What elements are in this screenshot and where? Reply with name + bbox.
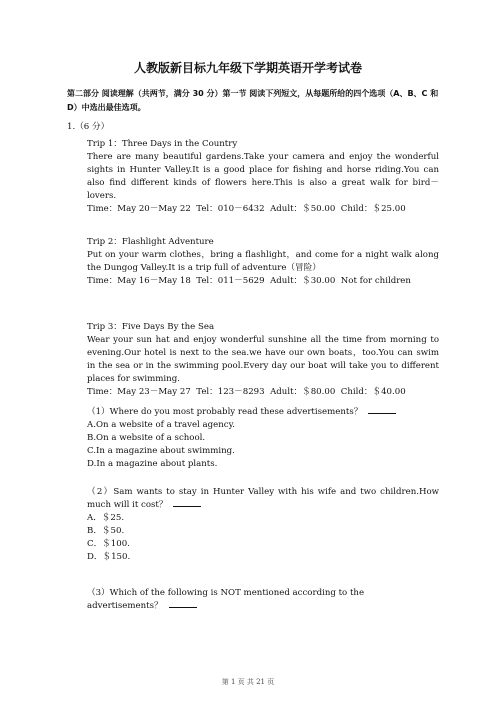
question-stem: （2）Sam wants to stay in Hunter Valley with his wife and two children.How much will it cost？ [87, 487, 439, 510]
option-d: D.In a magazine about plants. [87, 459, 218, 469]
question-1 [87, 406, 439, 471]
trip-info: Time：May 23－May 27 Tel：123－8293 Adult：＄80.00 Child：＄40.00 [87, 387, 406, 397]
option-b: B．＄50. [87, 526, 125, 536]
trip-info: Time：May 20－May 22 Tel：010－6432 Adult：＄50.00 Child：＄25.00 [87, 204, 406, 214]
trip-body: There are many beautiful gardens.Take your camera and enjoy the wonderful sights in Hunter Valley.It is a good place for fishing and horse riding.You can also find different kinds of flowers here.This is also a great walk for bird－lovers. [87, 152, 439, 201]
option-a: A.On a website of a travel agency. [87, 420, 236, 430]
question-2 [87, 486, 439, 564]
question-stem: （1）Where do you most probably read these advertisements？ [87, 407, 363, 417]
answer-blank[interactable] [169, 606, 197, 608]
trip-2 [87, 236, 439, 288]
trip-body: Put on your warm clothes，bring a flashlight，and come for a night walk along the Dungog Valley.It is a trip full of adventure（冒险） [87, 250, 439, 273]
trip-heading: Trip 2：Flashlight Adventure [87, 237, 214, 247]
question-stem: （3）Which of the following is NOT mentioned according to the advertisements？ [87, 588, 365, 611]
trip-3 [87, 321, 439, 399]
option-c: C.In a magazine about swimming. [87, 446, 235, 456]
option-b: B.On a website of a school. [87, 433, 206, 443]
trip-heading: Trip 3：Five Days By the Sea [87, 322, 215, 332]
trip-1 [87, 138, 439, 216]
question-3 [87, 587, 439, 613]
option-d: D．＄150. [87, 552, 131, 562]
question-number: 1.（6 分） [67, 122, 110, 132]
trip-heading: Trip 1：Three Days in the Country [87, 139, 238, 149]
section-instructions: 第二部分 阅读理解（共两节，满分 30 分）第一节 阅读下列短文，从每题所给的四个选项（A、B、C 和 D）中选出最佳选项。 [67, 89, 439, 112]
page-title: 人教版新目标九年级下学期英语开学考试卷 [133, 61, 362, 75]
page-footer: 第 1 页 共 21 页 [221, 678, 275, 686]
option-a: A．＄25. [87, 513, 125, 523]
answer-blank[interactable] [368, 412, 396, 414]
option-c: C．＄100. [87, 539, 130, 549]
trip-info: Time：May 16－May 18 Tel：011－5629 Adult：＄30.00 Not for children [87, 276, 411, 286]
trip-body: Wear your sun hat and enjoy wonderful sunshine all the time from morning to evening.Our hotel is next to the sea.we have our own boats，too.You can swim in the sea or in the swimming pool.Every day our boat will take you to different places for swimming. [87, 335, 439, 384]
answer-blank[interactable] [173, 505, 201, 507]
